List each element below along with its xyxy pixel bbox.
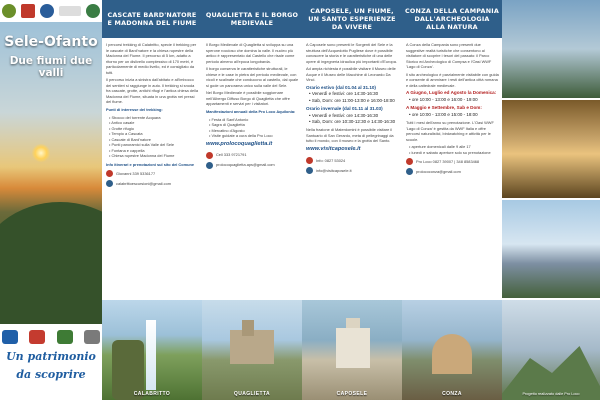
- list-item: • Cascate di Bard'natore: [109, 136, 151, 142]
- paragraph: Il percorso inizia a sinistra dall'abitato e all'imbocco dei sentieri si raggiunge in auto. Il trekking si snoda fra cascate, grotte, antichi rifugi e l'antica chiesa della Madonna del Fiume, situata in una grotta nei pressi del fiume.: [106, 77, 199, 105]
- phone-contact[interactable]: Pro Loco 0827 39007 | 348 8583468: [406, 158, 499, 165]
- photo-label: CAPOSELE: [336, 391, 368, 397]
- cover-slogan-line2: da scoprire: [16, 368, 86, 381]
- phone-icon: [406, 158, 413, 165]
- phone-contact[interactable]: Info: 0827 53024: [306, 157, 399, 164]
- sponsor-logo-icon: [59, 6, 81, 16]
- paragraph: Il Borgo Medievale di Quaglietta si sviluppa su una sperone roccioso che domina la valle. Il nucleo più antico è rappresentato dal Castello che risale come periodo almeno all'epoca longobarda.: [206, 42, 295, 64]
- paragraph: Il borgo conserva le caratteristiche strutturali, le chiese e le case in pietra del periodo medievale, con vicoli e scalinate che conducono al castello, dal quale si gode un panorama unico sulla valle del Sele.: [206, 66, 299, 88]
- panel-title: CASCATE BARD'NATORE E MADONNA DEL FIUME: [107, 10, 197, 27]
- tower-shape: [242, 320, 254, 336]
- phone-contact[interactable]: Giovanni 339 5336177: [106, 170, 199, 177]
- cover-title: Sele-Ofanto: [4, 34, 98, 50]
- paragraph: A Conza della Campania sono presenti due suggestive realtà turistiche che consentono al visitatore di scoprire i tesori del passato: il Parco Storico ed Archeologico di Compsa e l'Oasi WWF 'Lago di Conza'.: [406, 42, 492, 70]
- cover-panel: [0, 0, 102, 400]
- mountain-photo: [502, 300, 600, 400]
- cover-subtitle: Due fiumi due valli: [9, 55, 93, 79]
- paragraph: I percorsi trekking di Calabritto, specie il trekking per le cascate di Bard'natore e la chiesa rupestre della Madonna del Fiume. Il percorso di 5 km, adatto a ritorno per un dislivello complessivo di 170 metri, è particolarmente di medio livello, ed è consigliato da tutti.: [106, 42, 197, 75]
- email-contact[interactable]: prolocoquaglietta.aps@gmail.com: [206, 162, 299, 169]
- panel-header: [402, 0, 502, 38]
- photo-caposele: [302, 300, 402, 400]
- phone-icon: [106, 170, 113, 177]
- schedule-title: A Maggio e Settembre, Sab e Dom:: [406, 105, 482, 111]
- panel-body: [106, 42, 199, 298]
- panel-title: CONZA DELLA CAMPANIA DALL'ARCHEOLOGIA ALLA NATURA: [405, 6, 499, 32]
- schedule-row: • Sab, Dom: ore 10:30-12:30 e 14:30-16:30: [309, 118, 396, 124]
- lake-photo: [502, 200, 600, 298]
- panel-body: [206, 42, 299, 298]
- schedule-title: A Giugno, Luglio ed Agosto la Domenica:: [406, 90, 497, 96]
- waterfall-shape: [146, 320, 156, 390]
- schedule-row: • Sab, Dom: ore 11:00-13:00 e 16:00-18:00: [309, 97, 395, 103]
- sponsor-logo-icon: [86, 4, 100, 18]
- list-item: • aperture domenicali dalle 9 alle 17: [409, 144, 471, 150]
- photo-label: QUAGLIETTA: [233, 391, 271, 397]
- photo-conza: [402, 300, 502, 400]
- list-item: • Festa di Sant'Antonio: [209, 116, 249, 122]
- paragraph: Nel Borgo Medievale è possibile soggiornare nell'Albergo Diffuso Borgo di Quaglietta che offre appartamenti e servizi per i visitatori.: [206, 90, 290, 107]
- photo-calabritto: [102, 300, 202, 400]
- list-item: • Antico casale: [109, 120, 135, 126]
- schedule-title: Orario invernale (dal 01.11 al 31.03): [306, 106, 383, 112]
- email-contact[interactable]: calabrittoescursioni@gmail.com: [106, 180, 199, 187]
- panel-title: QUAGLIETTA E IL BORGO MEDIEVALE: [205, 10, 299, 27]
- panel-quaglietta: [202, 0, 302, 300]
- website-link[interactable]: www.visitcaposele.it: [306, 146, 361, 152]
- email-contact[interactable]: prolococonza@gmail.com: [406, 168, 499, 175]
- paragraph: Tutti i mesi dell'anno su prenotazione. L'Oasi WWF 'Lago di Conza' è gestita da WWF Italia e offre percorsi naturalistici, birdwatching e attività per le scuole.: [406, 120, 494, 142]
- list-item: • Tempio a Cascata: [109, 131, 143, 137]
- list-item: • Mercatino d'Agosto: [209, 127, 245, 133]
- website-link[interactable]: www.prolocoquaglietta.it: [206, 140, 273, 147]
- list-item: • Grotte rifugio: [109, 125, 134, 131]
- project-caption: Progetto realizzato dalle Pro Loco: [522, 392, 580, 396]
- paragraph: A Caposele sono presenti le Sorgenti del Sele e la struttura dell'Acquedotto Pugliese dove è possibile conoscere la storia e le caratteristiche di una delle opere di ingegneria idraulica più importanti d'Europa.: [306, 42, 397, 64]
- ruins-arch-shape: [432, 334, 472, 374]
- cover-slogan-line1: Un patrimonio: [6, 350, 96, 363]
- mountain-shape: [502, 340, 600, 400]
- partner-logo-icon: [57, 330, 73, 344]
- list-item: • Punti panoramici sulla Valle del Sele: [109, 142, 175, 148]
- landscape-photo: [502, 0, 600, 98]
- sponsor-logo-icon: [2, 4, 16, 18]
- email-icon: [306, 167, 313, 174]
- list-item: • Chiesa rupestre Madonna del Fiume: [109, 153, 175, 159]
- list-item: • Sagra di Quaglietta: [209, 122, 245, 128]
- paragraph: Punti di interesse del trekking:: [106, 107, 163, 113]
- list-item: • Sbocco del torrente Acquara: [109, 114, 161, 120]
- partner-logo-icon: [2, 330, 18, 344]
- phone-contact[interactable]: Cell 333 9721791: [206, 152, 299, 159]
- list-item: • Fontana e cappella: [109, 147, 145, 153]
- photo-quaglietta: [202, 300, 302, 400]
- sponsor-logo-icon: [40, 4, 54, 18]
- photo-label: CONZA: [442, 391, 462, 397]
- sponsor-logo-icon: [21, 4, 35, 18]
- phone-icon: [306, 157, 313, 164]
- panel-header: [202, 0, 302, 38]
- schedule-row: • Venerdì e festivi: ore 14:30-16:30: [309, 91, 379, 97]
- schedule-row: • Venerdì e festivi: ore 14:30-16:30: [309, 112, 379, 118]
- sun-icon: [32, 144, 50, 162]
- partner-logo-icon: [29, 330, 45, 344]
- paragraph: Ad ampia richiesta è possibile visitare il Museo delle Acque e il Museo delle Macchine di Leonardo Da Vinci.: [306, 66, 396, 83]
- email-icon: [206, 162, 213, 169]
- hill-silhouette: [0, 202, 102, 324]
- sponsor-logos: [2, 2, 100, 20]
- panel-calabritto: [102, 0, 202, 300]
- paragraph: Nella frazione di Materdomini è possibile visitare il Santuario di San Gerardo, meta di pellegrinaggi da tutto il mondo, con il museo e la grotta del Santo.: [306, 127, 394, 144]
- panel-header: [102, 0, 202, 38]
- church-shape: [336, 328, 370, 368]
- list-item: • Visite guidate a cura della Pro Loco: [209, 133, 273, 139]
- panel-caposele: [302, 0, 402, 300]
- paragraph: Il sito archeologico è parzialmente visitabile con guida e consente di ammirare i resti dell'antica città romana e della cattedrale medievale.: [406, 71, 499, 88]
- paragraph: Manifestazioni annuali della Pro Loco Aquilonia:: [206, 109, 296, 115]
- panel-conza: [402, 0, 502, 300]
- email-icon: [406, 168, 413, 175]
- email-contact[interactable]: info@visitcaposele.it: [306, 167, 399, 174]
- phone-icon: [206, 152, 213, 159]
- schedule-row: • ore 10:00 - 13:00 e 15:00 - 18:00: [409, 111, 478, 117]
- right-photo-column: [502, 0, 600, 400]
- info-note[interactable]: Info itinerari e prenotazioni sul sito del Comune: [106, 161, 194, 167]
- panel-body: [406, 42, 499, 298]
- photo-label: CALABRITTO: [133, 391, 171, 397]
- schedule-row: • ore 10:00 - 13:00 e 16:00 - 19:00: [409, 96, 478, 102]
- interior-photo: [502, 100, 600, 198]
- panel-body: [306, 42, 399, 298]
- panel-header: [302, 0, 402, 38]
- schedule-title: Orario estivo (dal 01.04 al 31.10): [306, 84, 376, 90]
- partner-logo-icon: [84, 330, 100, 344]
- partner-logos: [2, 330, 100, 346]
- panel-title: CAPOSELE, UN FIUME, UN SANTO ESPERIENZE DA VIVERE: [308, 6, 396, 32]
- email-icon: [106, 180, 113, 187]
- list-item: • lunedì e sabato aperture solo su prenotazione: [409, 149, 491, 155]
